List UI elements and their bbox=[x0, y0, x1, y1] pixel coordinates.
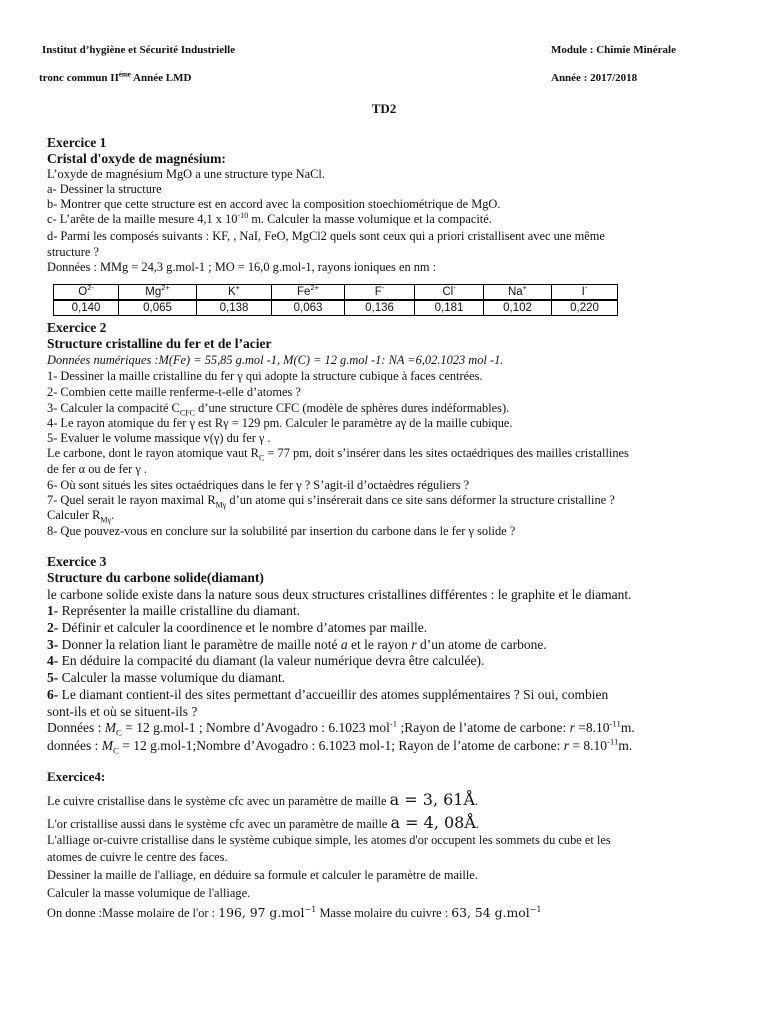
ex3-q5-num: 5- bbox=[47, 670, 59, 685]
ion-charge: 2+ bbox=[310, 283, 319, 293]
ex1-question-d: d- Parmi les composés suivants : KF, , NaI, FeO, MgCl2 quels sont ceux qui a priori cristallisent avec une même bbox=[47, 229, 605, 243]
ex4-cu-mm-val: 63, 54 g.mol bbox=[451, 905, 530, 920]
academic-year: Année : 2017/2018 bbox=[551, 72, 638, 84]
ex4-gold-param: a = 4, 08Å bbox=[390, 813, 476, 832]
ex2-question-4: 4- Le rayon atomique du fer γ est Rγ = 129 pm. Calculer le paramètre aγ de la maille cubique. bbox=[47, 416, 513, 430]
course-level bbox=[39, 72, 191, 84]
ion-symbol: Mg bbox=[145, 286, 162, 298]
ex4-question-draw: Dessiner la maille de l'alliage, en déduire sa formule et calculer le paramètre de maille. bbox=[47, 868, 478, 882]
ex3-q3-b: et le rayon bbox=[347, 637, 412, 652]
ion-symbol-cell bbox=[272, 285, 345, 301]
course-level-post: Année LMD bbox=[130, 72, 192, 84]
ion-charge: 2- bbox=[87, 283, 94, 293]
ex3-d2-d: m. bbox=[618, 738, 633, 753]
ex2-subtitle: Structure cristalline du fer et de l’acier bbox=[47, 336, 272, 351]
ex3-q6-text: Le diamant contient-il des sites permettant d’accueillir des atomes supplémentaires ? Si oui, combien bbox=[58, 687, 609, 702]
ion-symbol: O bbox=[78, 286, 88, 298]
ex4-heading: Exercice4: bbox=[47, 769, 106, 784]
ex4-l1-end: . bbox=[475, 794, 479, 808]
ex3-d1-r: r bbox=[569, 720, 575, 735]
ex3-d1-M: M bbox=[104, 720, 116, 735]
ex3-q2-num: 2- bbox=[47, 620, 59, 635]
ex3-data-1 bbox=[47, 718, 635, 738]
ion-charge: + bbox=[522, 283, 528, 293]
ex2-carbon-statement bbox=[47, 446, 629, 461]
ion-radius-cell: 0,138 bbox=[197, 300, 272, 316]
ion-symbol: Na bbox=[507, 286, 523, 298]
ex3-d2-r: r bbox=[563, 738, 570, 753]
ex4-l1-text: Le cuivre cristallise dans le système cfc avec un paramètre de maille bbox=[47, 794, 390, 808]
ex2-carbon-pre: Le carbone, dont le rayon atomique vaut R bbox=[47, 446, 259, 460]
ion-charge: + bbox=[235, 283, 241, 293]
ex3-d1-e: m. bbox=[620, 720, 635, 735]
ex3-d2-M: M bbox=[101, 738, 113, 753]
ex3-d2-exp: -11 bbox=[607, 736, 619, 747]
ex3-d1-d: =8.10 bbox=[574, 720, 610, 735]
page-title: TD2 bbox=[371, 101, 397, 116]
ex2-carbon-post: = 77 pm, doit s’insérer dans les sites octaédriques des mailles cristallines bbox=[264, 446, 629, 460]
ex2-q7-pre: 7- Quel serait le rayon maximal R bbox=[47, 493, 216, 507]
ion-charge: - bbox=[381, 283, 385, 293]
ex3-q3-a: Donner la relation liant le paramètre de maille noté bbox=[58, 637, 341, 652]
ex3-q3-num: 3- bbox=[47, 637, 59, 652]
ex2-question-6: 6- Où sont situés les sites octaédriques dans le fer γ ? S’agit-il d’octaèdres réguliers ? bbox=[47, 478, 470, 492]
ex4-copper-line bbox=[47, 792, 478, 809]
ex2-q3-post: d’une structure CFC (modèle de sphères dures indéformables). bbox=[195, 401, 510, 415]
ex3-q1-text: Représenter la maille cristalline du diamant. bbox=[58, 603, 301, 618]
ex4-gold-mm-exp: −1 bbox=[304, 904, 317, 914]
ion-radius-cell: 0,063 bbox=[272, 300, 345, 316]
ex2-question-8: 8- Que pouvez-vous en conclure sur la solubilité par insertion du carbone dans le fer γ solide ? bbox=[47, 524, 516, 538]
ex3-d2-a: données : bbox=[47, 738, 102, 753]
ex2-carbon-statement-cont: de fer α ou de fer γ . bbox=[47, 462, 148, 476]
ex1-c-exp: -10 bbox=[237, 210, 249, 220]
ion-radius-cell: 0,140 bbox=[54, 300, 119, 316]
ex2-question-3 bbox=[47, 401, 509, 416]
ex3-d1-c: ;Rayon de l’atome de carbone: bbox=[397, 720, 570, 735]
ex2-heading: Exercice 2 bbox=[47, 320, 107, 335]
ion-radius-cell: 0,065 bbox=[119, 300, 197, 316]
ion-charge: 2+ bbox=[161, 283, 170, 293]
ex4-l7-mid: Masse molaire du cuivre : bbox=[319, 906, 452, 920]
ex4-gold-molar-mass bbox=[218, 905, 316, 920]
ex3-question-2 bbox=[47, 620, 427, 635]
ion-symbol-cell bbox=[119, 285, 197, 301]
ion-symbol: K bbox=[227, 286, 236, 298]
ex2-q7-sub: Mγ bbox=[215, 500, 227, 510]
ex3-q4-text: En déduire la compacité du diamant (la valeur numérique devra être calculée). bbox=[58, 653, 485, 668]
ion-radius-cell: 0,136 bbox=[345, 300, 415, 316]
ex3-heading: Exercice 3 bbox=[47, 554, 107, 569]
ex4-gold-line bbox=[47, 815, 479, 832]
ion-symbol-row bbox=[54, 285, 618, 301]
ex1-heading: Exercice 1 bbox=[47, 135, 107, 150]
ion-symbol-cell bbox=[197, 285, 272, 301]
ion-symbol-cell bbox=[415, 285, 484, 301]
ex4-l2-text: L'or cristallise aussi dans le système cfc avec un paramètre de maille bbox=[47, 817, 391, 831]
ex1-question-b: b- Montrer que cette structure est en accord avec la composition stoechiométrique de MgO. bbox=[47, 197, 501, 211]
ionic-radii-table bbox=[53, 284, 618, 316]
ex3-d1-a: Données : bbox=[47, 720, 105, 735]
ex2-carbon-sub: C bbox=[258, 453, 265, 463]
ex4-gold-mm-val: 196, 97 g.mol bbox=[218, 905, 305, 920]
ion-symbol-cell bbox=[552, 285, 618, 301]
ex3-q4-num: 4- bbox=[47, 653, 59, 668]
ion-charge: - bbox=[584, 283, 588, 293]
ex2-question-1: 1- Dessiner la maille cristalline du fer γ qui adopte la structure cubique à faces centrées. bbox=[47, 369, 483, 383]
ex1-c-post: m. Calculer la masse volumique et la compacité. bbox=[248, 212, 492, 226]
ion-symbol-cell bbox=[54, 285, 119, 301]
ex1-question-d-cont: structure ? bbox=[47, 245, 99, 259]
ex4-cu-mm-exp: −1 bbox=[529, 904, 542, 914]
ex2-data: Données numériques :M(Fe) = 55,85 g.mol -1, M(C) = 12 g.mol -1: NA =6,02.1023 mol -1. bbox=[47, 353, 504, 367]
ex1-question-c bbox=[47, 212, 492, 227]
ex4-question-density: Calculer la masse volumique de l'alliage. bbox=[47, 886, 251, 900]
ion-symbol: F bbox=[374, 286, 382, 298]
ex1-intro: L’oxyde de magnésium MgO a une structure type NaCl. bbox=[47, 167, 325, 181]
course-level-sup: éme bbox=[118, 70, 131, 79]
ex1-question-a: a- Dessiner la structure bbox=[47, 182, 162, 196]
ion-radius-cell: 0,220 bbox=[552, 300, 618, 316]
ex2-question-5: 5- Evaluer le volume massique v(γ) du fer γ . bbox=[47, 431, 271, 445]
ex3-question-1 bbox=[47, 603, 300, 618]
ex2-q7b-pre: Calculer R bbox=[47, 508, 101, 522]
ex2-q7b-sub: Mγ bbox=[100, 515, 112, 525]
ex3-question-5 bbox=[47, 670, 285, 685]
module-name: Module : Chimie Minérale bbox=[551, 44, 676, 56]
ex1-subtitle: Cristal d'oxyde de magnésium: bbox=[47, 151, 226, 166]
ex3-intro: le carbone solide existe dans la nature sous deux structures cristallines différentes : le graphite et le diamant. bbox=[47, 587, 632, 602]
ex2-q7-post: d’un atome qui s’insérerait dans ce site sans déformer la structure cristalline ? bbox=[226, 493, 615, 507]
ex3-d1-b: = 12 g.mol-1 ; Nombre d’Avogadro : 6.1023 mol bbox=[121, 720, 390, 735]
institute-name: Institut d’hygiène et Sécurité Industrielle bbox=[42, 44, 236, 56]
ex4-l2-end: . bbox=[475, 817, 480, 831]
ex4-copper-param: a = 3, 61Å bbox=[389, 790, 476, 809]
ex4-copper-molar-mass bbox=[451, 905, 541, 920]
ion-symbol-cell bbox=[484, 285, 552, 301]
ex3-question-4 bbox=[47, 653, 484, 668]
ex3-d1-exp: -1 bbox=[389, 718, 398, 729]
ex3-q3-var-r: r bbox=[411, 637, 417, 652]
ion-charge: - bbox=[453, 283, 456, 293]
ex3-d1-sub: C bbox=[116, 727, 122, 738]
ion-radius-row bbox=[54, 300, 618, 316]
ex3-d1-exp2: -11 bbox=[609, 718, 621, 729]
ex3-question-6 bbox=[47, 687, 608, 702]
ion-radius-cell: 0,181 bbox=[415, 300, 484, 316]
ex3-d2-c: = 8.10 bbox=[569, 738, 608, 753]
ex2-question-7 bbox=[47, 493, 615, 508]
ex4-alloy-line: L'alliage or-cuivre cristallise dans le système cubique simple, les atomes d'or occupent les sommets du cube et les bbox=[47, 833, 611, 847]
ex2-q3-pre: 3- Calculer la compacité C bbox=[47, 401, 180, 415]
ex3-question-6-cont: sont-ils et où se situent-ils ? bbox=[47, 704, 198, 719]
ex3-q5-text: Calculer la masse volumique du diamant. bbox=[58, 670, 286, 685]
ex3-d2-sub: C bbox=[113, 745, 119, 756]
ex3-d2-b: = 12 g.mol-1;Nombre d’Avogadro : 6.1023 mol-1; Rayon de l’atome de carbone: bbox=[118, 738, 564, 753]
ion-symbol-cell bbox=[345, 285, 415, 301]
ex2-question-2: 2- Combien cette maille renferme-t-elle d’atomes ? bbox=[47, 385, 301, 399]
ion-symbol: I bbox=[581, 286, 585, 298]
ex3-q1-num: 1- bbox=[47, 603, 59, 618]
ex3-q3-c: d’un atome de carbone. bbox=[416, 637, 547, 652]
ex3-question-3 bbox=[47, 637, 547, 652]
ex2-q3-sub: CFC bbox=[179, 408, 196, 418]
ion-symbol: Fe bbox=[297, 286, 311, 298]
ex4-alloy-line-cont: atomes de cuivre le centre des faces. bbox=[47, 850, 228, 864]
ex3-q6-num: 6- bbox=[47, 687, 59, 702]
ex3-data-2 bbox=[47, 736, 633, 756]
ion-radius-cell: 0,102 bbox=[484, 300, 552, 316]
ex4-l7-text: On donne :Masse molaire de l'or : bbox=[47, 906, 219, 920]
ex3-subtitle: Structure du carbone solide(diamant) bbox=[47, 570, 264, 585]
ex2-q7b-post: . bbox=[111, 508, 115, 522]
ion-symbol: Cl bbox=[442, 286, 454, 298]
ex1-data: Données : MMg = 24,3 g.mol-1 ; MO = 16,0 g.mol-1, rayons ioniques en nm : bbox=[47, 260, 437, 274]
course-level-pre: tronc commun II bbox=[39, 72, 119, 84]
ex4-given-data bbox=[47, 905, 542, 921]
ex2-question-7-cont bbox=[47, 508, 114, 523]
ex1-c-pre: c- L’arête de la maille mesure 4,1 x 10 bbox=[47, 212, 238, 226]
ex3-q2-text: Définir et calculer la coordinence et le nombre d’atomes par maille. bbox=[58, 620, 428, 635]
ex3-q3-var-a: a bbox=[340, 637, 348, 652]
